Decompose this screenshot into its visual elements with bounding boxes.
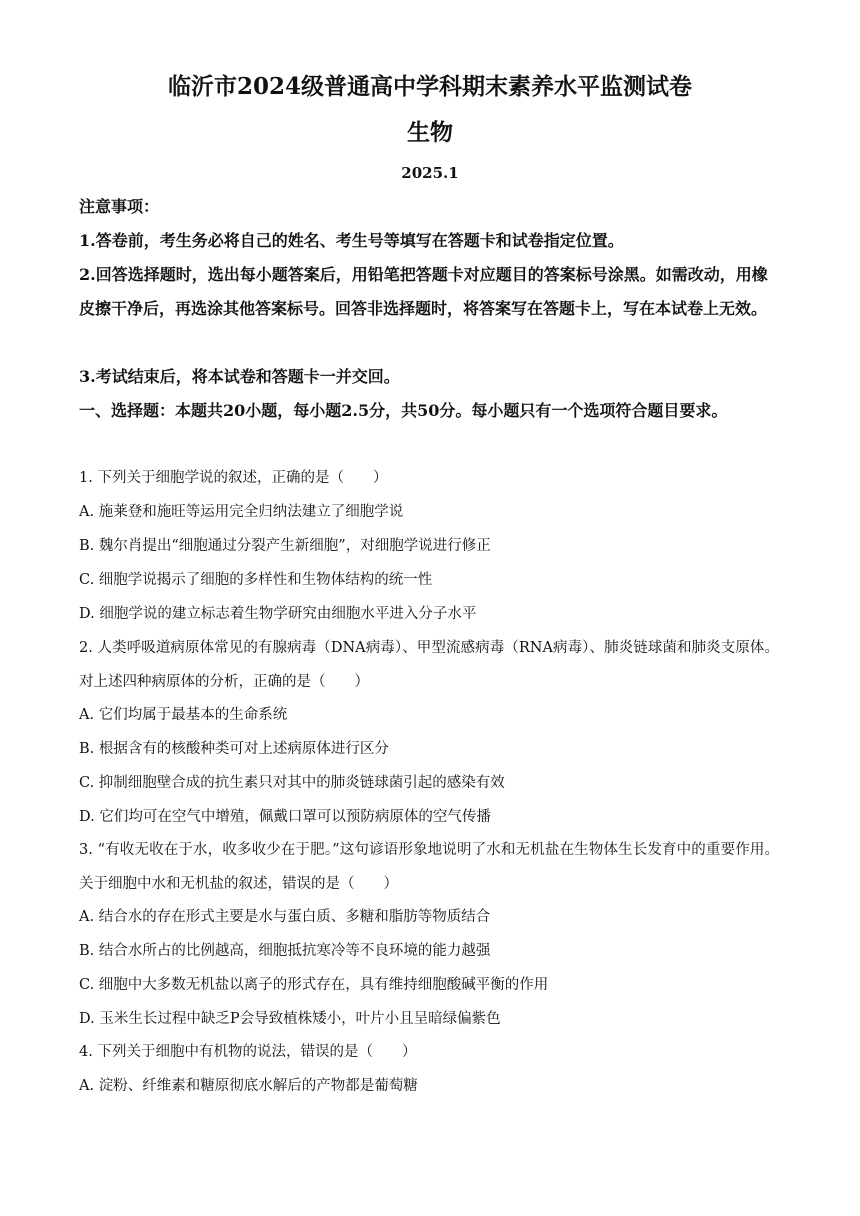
question-1-option-c: C. 细胞学说揭示了细胞的多样性和生物体结构的统一性: [79, 572, 433, 588]
question-4-stem: 4. 下列关于细胞中有机物的说法，错误的是（ ）: [79, 1044, 417, 1060]
question-2-stem: 2. 人类呼吸道病原体常见的有腺病毒（DNA病毒）、甲型流感病毒（RNA病毒）、肺炎链球菌和肺炎支原体。对上述四种病原体的分析，正确的是（ ）: [79, 640, 779, 690]
subject-title: 生物: [407, 119, 453, 146]
question-2-option-d: D. 它们均可在空气中增殖，佩戴口罩可以预防病原体的空气传播: [79, 809, 491, 825]
notice-heading: 注意事项：: [79, 197, 160, 216]
exam-title: 临沂市2024级普通高中学科期末素养水平监测试卷: [167, 73, 692, 100]
exam-date: 2025.1: [401, 164, 459, 182]
question-2-option-a: A. 它们均属于最基本的生命系统: [79, 707, 288, 723]
question-3-option-b: B. 结合水所占的比例越高，细胞抵抗寒冷等不良环境的能力越强: [79, 943, 491, 959]
question-1-option-a: A. 施莱登和施旺等运用完全归纳法建立了细胞学说: [79, 504, 404, 520]
question-1-stem: 1. 下列关于细胞学说的叙述，正确的是（ ）: [79, 470, 388, 486]
question-3-option-c: C. 细胞中大多数无机盐以离子的形式存在，具有维持细胞酸碱平衡的作用: [79, 977, 549, 993]
question-2-option-b: B. 根据含有的核酸种类可对上述病原体进行区分: [79, 741, 389, 757]
notice-item-3: 3.考试结束后，将本试卷和答题卡一并交回。: [79, 367, 400, 386]
question-3-option-d: D. 玉米生长过程中缺乏P会导致植株矮小，叶片小且呈暗绿偏紫色: [79, 1011, 501, 1027]
question-2-option-c: C. 抑制细胞壁合成的抗生素只对其中的肺炎链球菌引起的感染有效: [79, 775, 505, 791]
question-1-option-d: D. 细胞学说的建立标志着生物学研究由细胞水平进入分子水平: [79, 606, 477, 622]
question-3-stem: 3. “有收无收在于水，收多收少在于肥。”这句谚语形象地说明了水和无机盐在生物体生长发育中的重要作用。关于细胞中水和无机盐的叙述，错误的是（ ）: [79, 842, 779, 892]
question-3-option-a: A. 结合水的存在形式主要是水与蛋白质、多糖和脂肪等物质结合: [79, 909, 491, 925]
question-1-option-b: B. 魏尔肖提出“细胞通过分裂产生新细胞”，对细胞学说进行修正: [79, 538, 491, 554]
section-heading: 一、选择题：本题共20小题，每小题2.5分，共50分。每小题只有一个选项符合题目要求。: [79, 401, 728, 420]
question-4-option-a: A. 淀粉、纤维素和糖原彻底水解后的产物都是葡萄糖: [79, 1078, 418, 1094]
notice-item-1: 1.答卷前，考生务必将自己的姓名、考生号等填写在答题卡和试卷指定位置。: [79, 231, 624, 250]
notice-item-2: 2.回答选择题时，选出每小题答案后，用铅笔把答题卡对应题目的答案标号涂黑。如需改动，用橡皮擦干净后，再选涂其他答案标号。回答非选择题时，将答案写在答题卡上，写在本试卷上无效。: [79, 265, 768, 318]
